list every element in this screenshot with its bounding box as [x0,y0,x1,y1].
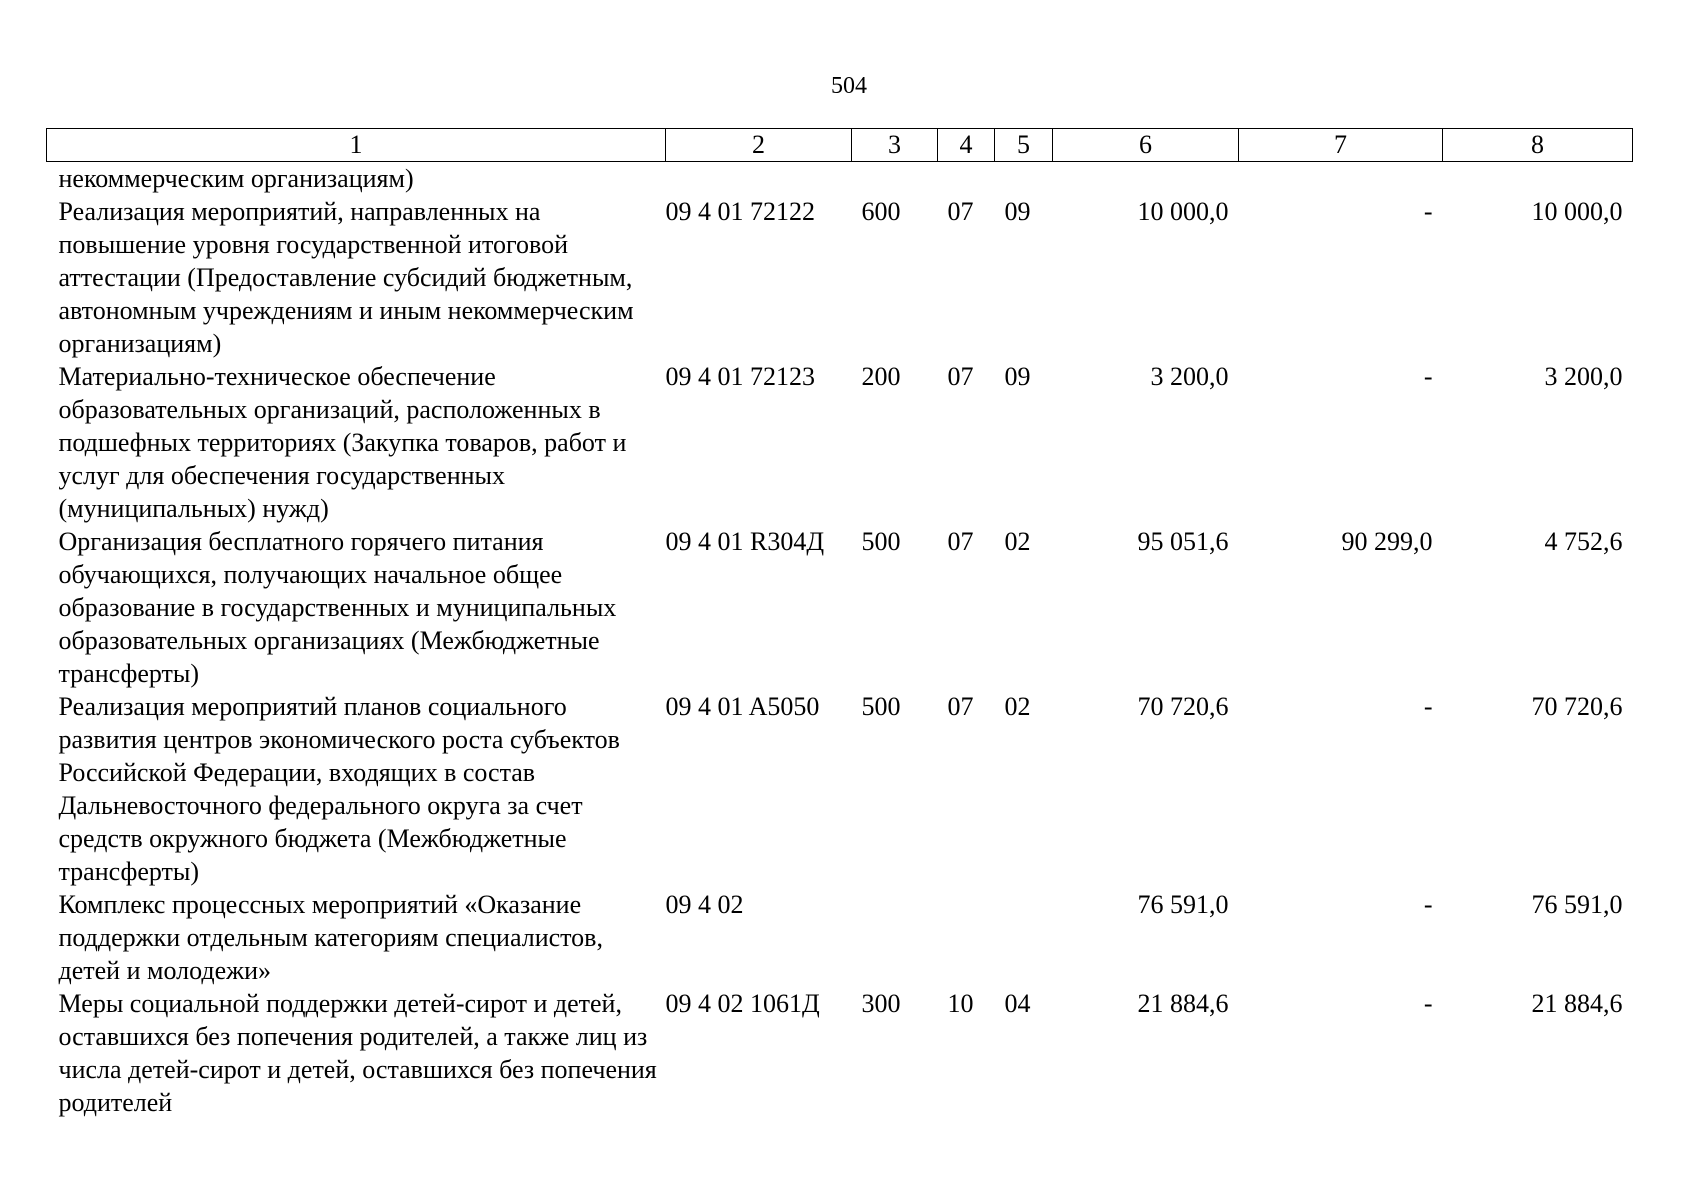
row-target-code: 09 4 02 1061Д [665,989,820,1018]
row-name: Организация бесплатного горячего питания обучающихся, получающих начальное общее образование в государственных и муниципальных образовательных организациях (Межбюджетные трансферты) [58,527,617,688]
row-target-code: 09 4 02 [665,890,744,919]
header-col-8: 8 [1443,129,1633,162]
budget-table [46,128,1633,1119]
row-expense-type: 500 [861,692,901,721]
header-col-3: 3 [852,129,938,162]
row-expense-type [852,162,938,196]
row-target-code: 09 4 01 72122 [665,197,815,226]
row-amount-regional: 76 591,0 [1531,890,1623,919]
row-section: 10 [947,989,974,1018]
row-name: Реализация мероприятий, направленных на повышение уровня государственной итоговой аттестации (Предоставление субсидий бюджетным, автономным учреждениям и иным некоммерческим организациям) [58,197,634,358]
row-section: 07 [947,197,974,226]
table-row [47,195,1633,360]
row-subsection: 04 [1004,989,1031,1018]
row-expense-type: 500 [861,527,901,556]
row-expense-type: 300 [861,989,901,1018]
row-expense-type: 600 [861,197,901,226]
row-section [938,162,995,196]
row-target-code: 09 4 01 R304Д [665,527,825,556]
table-row [47,888,1633,987]
row-amount-total: 3 200,0 [1150,362,1229,391]
header-col-5: 5 [995,129,1053,162]
header-row [47,129,1633,162]
row-subsection [995,162,1053,196]
row-subsection: 02 [1004,527,1031,556]
row-amount-total: 76 591,0 [1137,890,1229,919]
table-row [47,690,1633,888]
table-row [47,162,1633,196]
row-amount-total: 21 884,6 [1137,989,1229,1018]
row-expense-type [852,888,938,987]
row-subsection: 02 [1004,692,1031,721]
row-amount-total: 70 720,6 [1137,692,1229,721]
row-name: Реализация мероприятий планов социального развития центров экономического роста субъектов Российской Федерации, входящих в состав Дальневосточного федерального округа за счет средств окружного бюджета (Межбюджетные трансферты) [58,692,620,886]
row-section [938,888,995,987]
row-name: некоммерческим организациям) [58,164,414,193]
table-row [47,525,1633,690]
table-row [47,360,1633,525]
row-amount-total [1053,162,1239,196]
row-name: Материально-техническое обеспечение образовательных организаций, расположенных в подшефных территориях (Закупка товаров, работ и услуг для обеспечения государственных (муниципальных) нужд) [58,362,627,523]
row-amount-regional: 4 752,6 [1544,527,1623,556]
row-amount-federal: - [1423,989,1433,1018]
row-amount-regional: 21 884,6 [1531,989,1623,1018]
row-amount-federal: - [1423,890,1433,919]
row-amount-total: 95 051,6 [1137,527,1229,556]
row-amount-regional: 70 720,6 [1531,692,1623,721]
row-subsection: 09 [1004,362,1031,391]
row-amount-regional: 3 200,0 [1544,362,1623,391]
row-amount-federal [1239,162,1443,196]
row-amount-federal: 90 299,0 [1341,527,1433,556]
row-amount-federal: - [1423,197,1433,226]
row-target-code: 09 4 01 A5050 [665,692,820,721]
table-header [47,129,1633,162]
row-section: 07 [947,692,974,721]
header-col-2: 2 [666,129,852,162]
page-number: 504 [831,73,867,99]
row-amount-total: 10 000,0 [1137,197,1229,226]
row-amount-regional: 10 000,0 [1531,197,1623,226]
row-name: Комплекс процессных мероприятий «Оказание поддержки отдельным категориям специалистов, детей и молодежи» [58,890,603,985]
row-amount-federal: - [1423,692,1433,721]
table-row [47,987,1633,1119]
row-target-code [666,162,852,196]
row-expense-type: 200 [861,362,901,391]
header-col-4: 4 [938,129,995,162]
row-section: 07 [947,362,974,391]
header-col-1: 1 [47,129,666,162]
header-col-6: 6 [1053,129,1239,162]
row-name: Меры социальной поддержки детей-сирот и детей, оставшихся без попечения родителей, а также лиц из числа детей-сирот и детей, оставшихся без попечения родителей [58,989,657,1117]
row-subsection: 09 [1004,197,1031,226]
row-target-code: 09 4 01 72123 [665,362,815,391]
row-amount-regional [1443,162,1633,196]
row-section: 07 [947,527,974,556]
row-subsection [995,888,1053,987]
row-amount-federal: - [1423,362,1433,391]
header-col-7: 7 [1239,129,1443,162]
table-body [47,162,1633,1120]
